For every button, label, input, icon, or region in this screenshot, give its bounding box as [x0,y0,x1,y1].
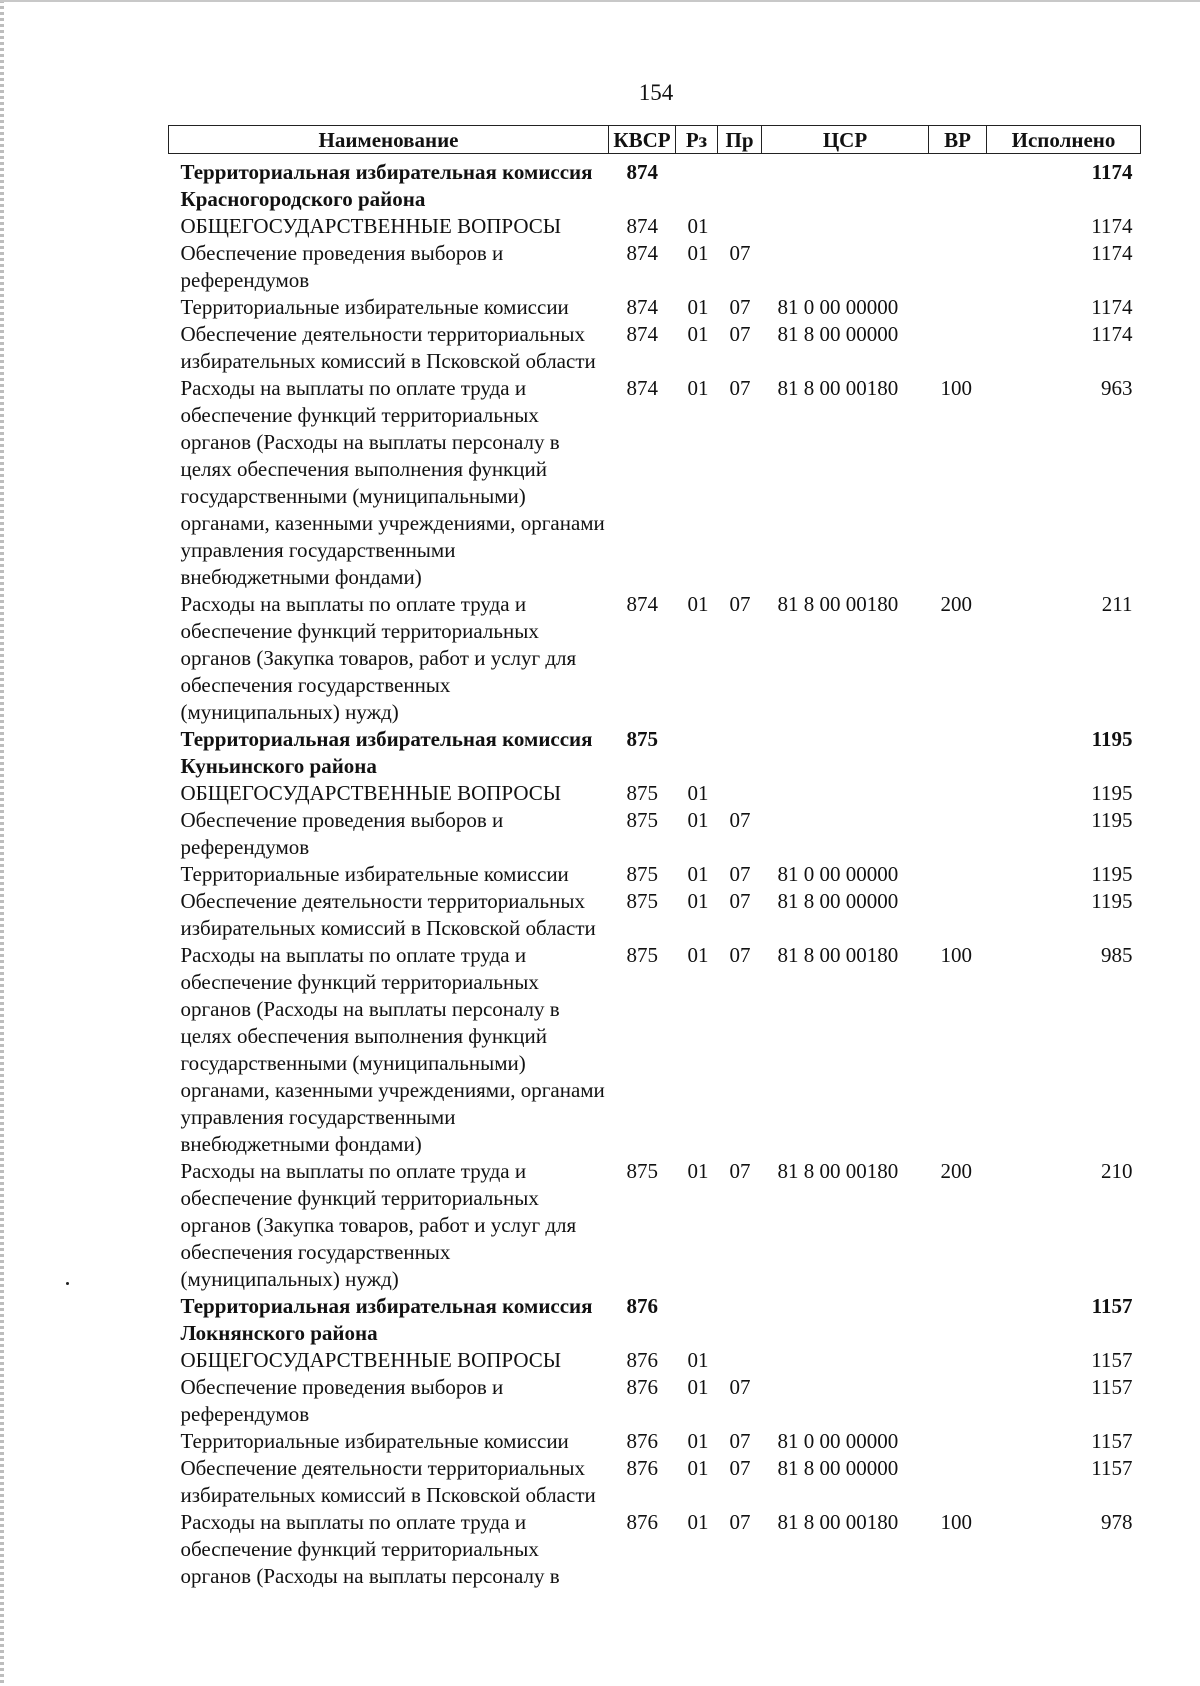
cell-pr: 07 [729,808,751,832]
cell-csr [762,240,929,294]
cell-csr: 81 8 00 00000 [777,322,899,346]
cell-vr [929,240,987,294]
cell-total: 1195 [1091,889,1133,913]
cell-name: Территориальная избирательная комиссия Локнянского района [180,1294,593,1345]
cell-pr [718,780,762,807]
cell-pr [718,726,762,780]
header-csr: ЦСР [762,126,929,154]
cell-kvsr: 874 [626,376,658,400]
cell-vr [929,888,987,942]
table-body [169,154,1141,1591]
table-row [169,1455,1141,1509]
cell-total: 1195 [1091,727,1133,751]
cell-rz: 01 [687,1456,709,1480]
cell-name: Территориальные избирательные комиссии [180,295,569,319]
cell-vr [929,861,987,888]
header-vr: ВР [929,126,987,154]
cell-total: 210 [1101,1159,1133,1183]
table-row [169,294,1141,321]
cell-rz: 01 [687,592,709,616]
cell-kvsr: 874 [626,592,658,616]
cell-csr: 81 8 00 00000 [777,1456,899,1480]
table-row-section [169,726,1141,780]
cell-pr [718,1293,762,1347]
cell-rz: 01 [687,322,709,346]
cell-name: Территориальная избирательная комиссия Красногородского района [180,160,593,211]
scan-speck [66,1282,69,1285]
cell-total: 1195 [1091,781,1133,805]
scan-edge-top [0,0,1200,2]
cell-pr: 07 [729,1159,751,1183]
table-header [169,126,1141,154]
cell-kvsr: 875 [626,889,658,913]
cell-rz: 01 [687,889,709,913]
cell-name: Территориальная избирательная комиссия Куньинского района [180,727,593,778]
cell-name: ОБЩЕГОСУДАРСТВЕННЫЕ ВОПРОСЫ [180,781,562,805]
cell-total: 1157 [1091,1429,1133,1453]
cell-csr: 81 8 00 00180 [777,376,899,400]
cell-rz [676,1293,718,1347]
cell-rz [676,154,718,214]
page-number: 154 [638,80,674,105]
table-row [169,240,1141,294]
table-row [169,942,1141,1158]
cell-total: 211 [1101,592,1133,616]
cell-kvsr: 875 [626,808,658,832]
cell-csr [762,213,929,240]
cell-csr [762,1374,929,1428]
cell-pr: 07 [729,1510,751,1534]
header-total: Исполнено [987,126,1141,154]
cell-vr [929,1455,987,1509]
cell-name: Расходы на выплаты по оплате труда и обеспечение функций территориальных органов (Расходы на выплаты персоналу в целях обеспечения выполнения функций государственными (муниципальными) органами, казенными учреждениями, органами управления государственными внебюджетными фондами) [180,376,605,589]
table-row [169,375,1141,591]
cell-rz: 01 [687,214,709,238]
cell-kvsr: 876 [626,1429,658,1453]
cell-total: 1174 [1091,322,1133,346]
cell-name: ОБЩЕГОСУДАРСТВЕННЫЕ ВОПРОСЫ [180,214,562,238]
cell-csr: 81 8 00 00000 [777,889,899,913]
cell-pr: 07 [729,943,751,967]
cell-csr: 81 0 00 00000 [777,1429,899,1453]
cell-csr [762,780,929,807]
header-name: Наименование [169,126,609,154]
cell-total: 1174 [1091,241,1133,265]
cell-vr [929,780,987,807]
cell-vr: 100 [940,943,972,967]
cell-csr: 81 8 00 00180 [777,943,899,967]
cell-rz: 01 [687,1429,709,1453]
cell-name: Расходы на выплаты по оплате труда и обеспечение функций территориальных органов (Закупка товаров, работ и услуг для обеспечения государственных (муниципальных) нужд) [180,1159,577,1291]
cell-kvsr: 875 [626,1159,658,1183]
table-row [169,1428,1141,1455]
cell-pr: 07 [729,862,751,886]
cell-rz: 01 [687,1348,709,1372]
cell-total: 1174 [1091,214,1133,238]
table-row [169,321,1141,375]
cell-rz: 01 [687,781,709,805]
cell-rz: 01 [687,376,709,400]
table-row-section [169,154,1141,214]
cell-rz: 01 [687,1159,709,1183]
cell-rz: 01 [687,241,709,265]
cell-pr: 07 [729,1375,751,1399]
table-row [169,1374,1141,1428]
cell-vr: 100 [940,376,972,400]
cell-total: 1157 [1091,1456,1133,1480]
header-kvsr: КВСР [609,126,676,154]
table-row [169,861,1141,888]
cell-kvsr: 875 [626,727,658,751]
cell-pr [718,154,762,214]
cell-csr: 81 0 00 00000 [777,862,899,886]
cell-kvsr: 875 [626,943,658,967]
cell-kvsr: 876 [626,1510,658,1534]
cell-name: Обеспечение деятельности территориальных избирательных комиссий в Псковской области [180,322,596,373]
table-row-section [169,1293,1141,1347]
cell-total: 1174 [1091,295,1133,319]
cell-vr [929,213,987,240]
header-pr: Пр [718,126,762,154]
cell-name: Расходы на выплаты по оплате труда и обеспечение функций территориальных органов (Расходы на выплаты персоналу в целях обеспечения выполнения функций государственными (муниципальными) органами, казенными учреждениями, органами управления государственными внебюджетными фондами) [180,943,605,1156]
cell-total: 978 [1101,1510,1133,1534]
cell-name: Обеспечение проведения выборов и референдумов [180,808,504,859]
cell-csr: 81 8 00 00180 [777,1159,899,1183]
cell-total: 985 [1101,943,1133,967]
cell-name: Обеспечение проведения выборов и референдумов [180,241,504,292]
cell-kvsr: 876 [626,1456,658,1480]
budget-table [168,125,1141,1590]
cell-name: Обеспечение деятельности территориальных избирательных комиссий в Псковской области [180,889,596,940]
cell-vr [929,154,987,214]
cell-pr: 07 [729,889,751,913]
table-row [169,1509,1141,1590]
table-row [169,1347,1141,1374]
cell-vr [929,1347,987,1374]
cell-total: 963 [1101,376,1133,400]
cell-pr: 07 [729,241,751,265]
cell-kvsr: 875 [626,862,658,886]
cell-vr [929,807,987,861]
cell-csr: 81 8 00 00180 [777,1510,899,1534]
cell-vr [929,726,987,780]
cell-kvsr: 876 [626,1348,658,1372]
cell-pr: 07 [729,1429,751,1453]
cell-pr: 07 [729,295,751,319]
cell-rz: 01 [687,943,709,967]
header-row [169,126,1141,154]
scan-edge-left [0,0,4,1686]
cell-vr: 100 [940,1510,972,1534]
cell-kvsr: 874 [626,322,658,346]
cell-kvsr: 876 [626,1375,658,1399]
cell-pr: 07 [729,322,751,346]
cell-csr [762,154,929,214]
cell-rz [676,726,718,780]
cell-rz: 01 [687,862,709,886]
cell-name: Территориальные избирательные комиссии [180,1429,569,1453]
cell-name: ОБЩЕГОСУДАРСТВЕННЫЕ ВОПРОСЫ [180,1348,562,1372]
cell-name: Обеспечение деятельности территориальных избирательных комиссий в Псковской области [180,1456,596,1507]
cell-name: Обеспечение проведения выборов и референдумов [180,1375,504,1426]
table-row [169,591,1141,726]
cell-pr: 07 [729,376,751,400]
cell-rz: 01 [687,1510,709,1534]
cell-kvsr: 874 [626,214,658,238]
cell-vr [929,321,987,375]
cell-name: Расходы на выплаты по оплате труда и обеспечение функций территориальных органов (Закупка товаров, работ и услуг для обеспечения государственных (муниципальных) нужд) [180,592,577,724]
cell-kvsr: 874 [626,160,658,184]
cell-csr: 81 0 00 00000 [777,295,899,319]
cell-kvsr: 874 [626,241,658,265]
cell-vr: 200 [940,1159,972,1183]
cell-total: 1157 [1091,1375,1133,1399]
cell-pr: 07 [729,592,751,616]
cell-pr: 07 [729,1456,751,1480]
header-rz: Рз [676,126,718,154]
cell-csr: 81 8 00 00180 [777,592,899,616]
cell-kvsr: 876 [626,1294,658,1318]
cell-total: 1157 [1091,1348,1133,1372]
table-row [169,213,1141,240]
cell-vr [929,1293,987,1347]
cell-vr: 200 [940,592,972,616]
cell-kvsr: 874 [626,295,658,319]
cell-csr [762,726,929,780]
cell-name: Расходы на выплаты по оплате труда и обеспечение функций территориальных органов (Расходы на выплаты персоналу в [180,1510,560,1588]
table-row [169,1158,1141,1293]
cell-pr [718,1347,762,1374]
cell-vr [929,1374,987,1428]
table-row [169,807,1141,861]
cell-total: 1195 [1091,808,1133,832]
cell-total: 1157 [1091,1294,1133,1318]
cell-csr [762,807,929,861]
table-row [169,888,1141,942]
cell-pr [718,213,762,240]
cell-csr [762,1347,929,1374]
table-row [169,780,1141,807]
cell-name: Территориальные избирательные комиссии [180,862,569,886]
cell-csr [762,1293,929,1347]
cell-kvsr: 875 [626,781,658,805]
cell-vr [929,294,987,321]
cell-rz: 01 [687,1375,709,1399]
cell-vr [929,1428,987,1455]
cell-rz: 01 [687,295,709,319]
cell-total: 1174 [1091,160,1133,184]
cell-rz: 01 [687,808,709,832]
cell-total: 1195 [1091,862,1133,886]
